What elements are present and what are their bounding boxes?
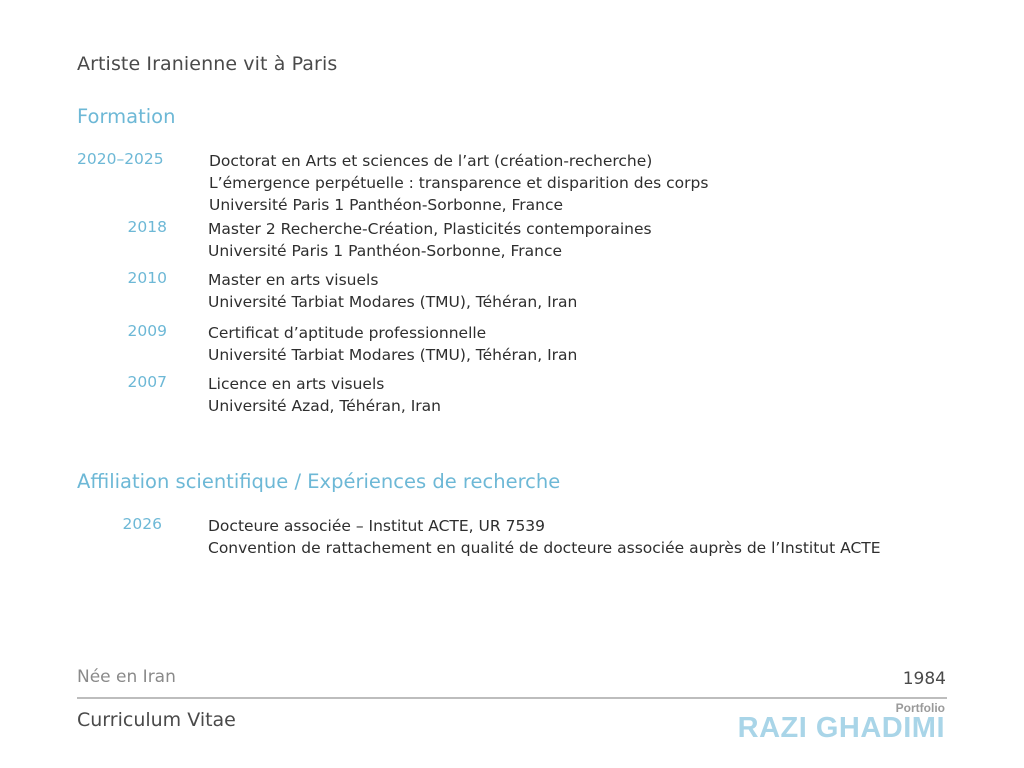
entry-year: 2009 — [127, 322, 167, 340]
cv-label: Curriculum Vitae — [77, 709, 236, 731]
entry-line: Doctorat en Arts et sciences de l’art (création-recherche) — [209, 152, 653, 170]
born-label: Née en Iran — [77, 667, 176, 687]
entry-line: Docteure associée – Institut ACTE, UR 7539 — [208, 517, 546, 535]
entry-lines — [208, 373, 968, 417]
entry-line: Université Tarbiat Modares (TMU), Téhéran, Iran — [208, 293, 578, 311]
brand-logo — [738, 702, 945, 742]
entry-line: Master 2 Recherche-Création, Plasticités contemporaines — [208, 220, 652, 238]
entry-lines — [208, 269, 968, 313]
entry-line: Convention de rattachement en qualité de docteure associée auprès de l’Institut ACTE — [208, 539, 881, 557]
entry-lines — [208, 515, 968, 559]
entry-year: 2018 — [127, 218, 167, 236]
entry-line: Université Tarbiat Modares (TMU), Téhéran, Iran — [208, 346, 578, 364]
entry-line: Université Paris 1 Panthéon-Sorbonne, France — [209, 196, 564, 214]
entry-line: Université Paris 1 Panthéon-Sorbonne, France — [208, 242, 563, 260]
entry-year: 2026 — [122, 515, 162, 533]
footer-divider — [77, 697, 947, 699]
page-subtitle: Artiste Iranienne vit à Paris — [77, 53, 338, 75]
entry-line: Licence en arts visuels — [208, 375, 385, 393]
entry-lines — [208, 322, 968, 366]
entry-line: Certificat d’aptitude professionnelle — [208, 324, 487, 342]
entry-line: Université Azad, Téhéran, Iran — [208, 397, 441, 415]
entry-year: 2010 — [127, 269, 167, 287]
logo-portfolio-text: Portfolio — [895, 701, 945, 715]
entry-line: Master en arts visuels — [208, 271, 379, 289]
born-year: 1984 — [902, 669, 946, 689]
logo-name-text: RAZI GHADIMI — [737, 712, 945, 744]
section-title-research: Affiliation scientifique / Expériences de recherche — [77, 470, 561, 493]
entry-year: 2007 — [127, 373, 167, 391]
entry-year: 2020–2025 — [77, 150, 164, 168]
entry-lines — [208, 218, 968, 262]
entry-line: L’émergence perpétuelle : transparence et disparition des corps — [209, 174, 709, 192]
section-title-formation: Formation — [77, 105, 176, 128]
entry-lines — [209, 150, 969, 216]
